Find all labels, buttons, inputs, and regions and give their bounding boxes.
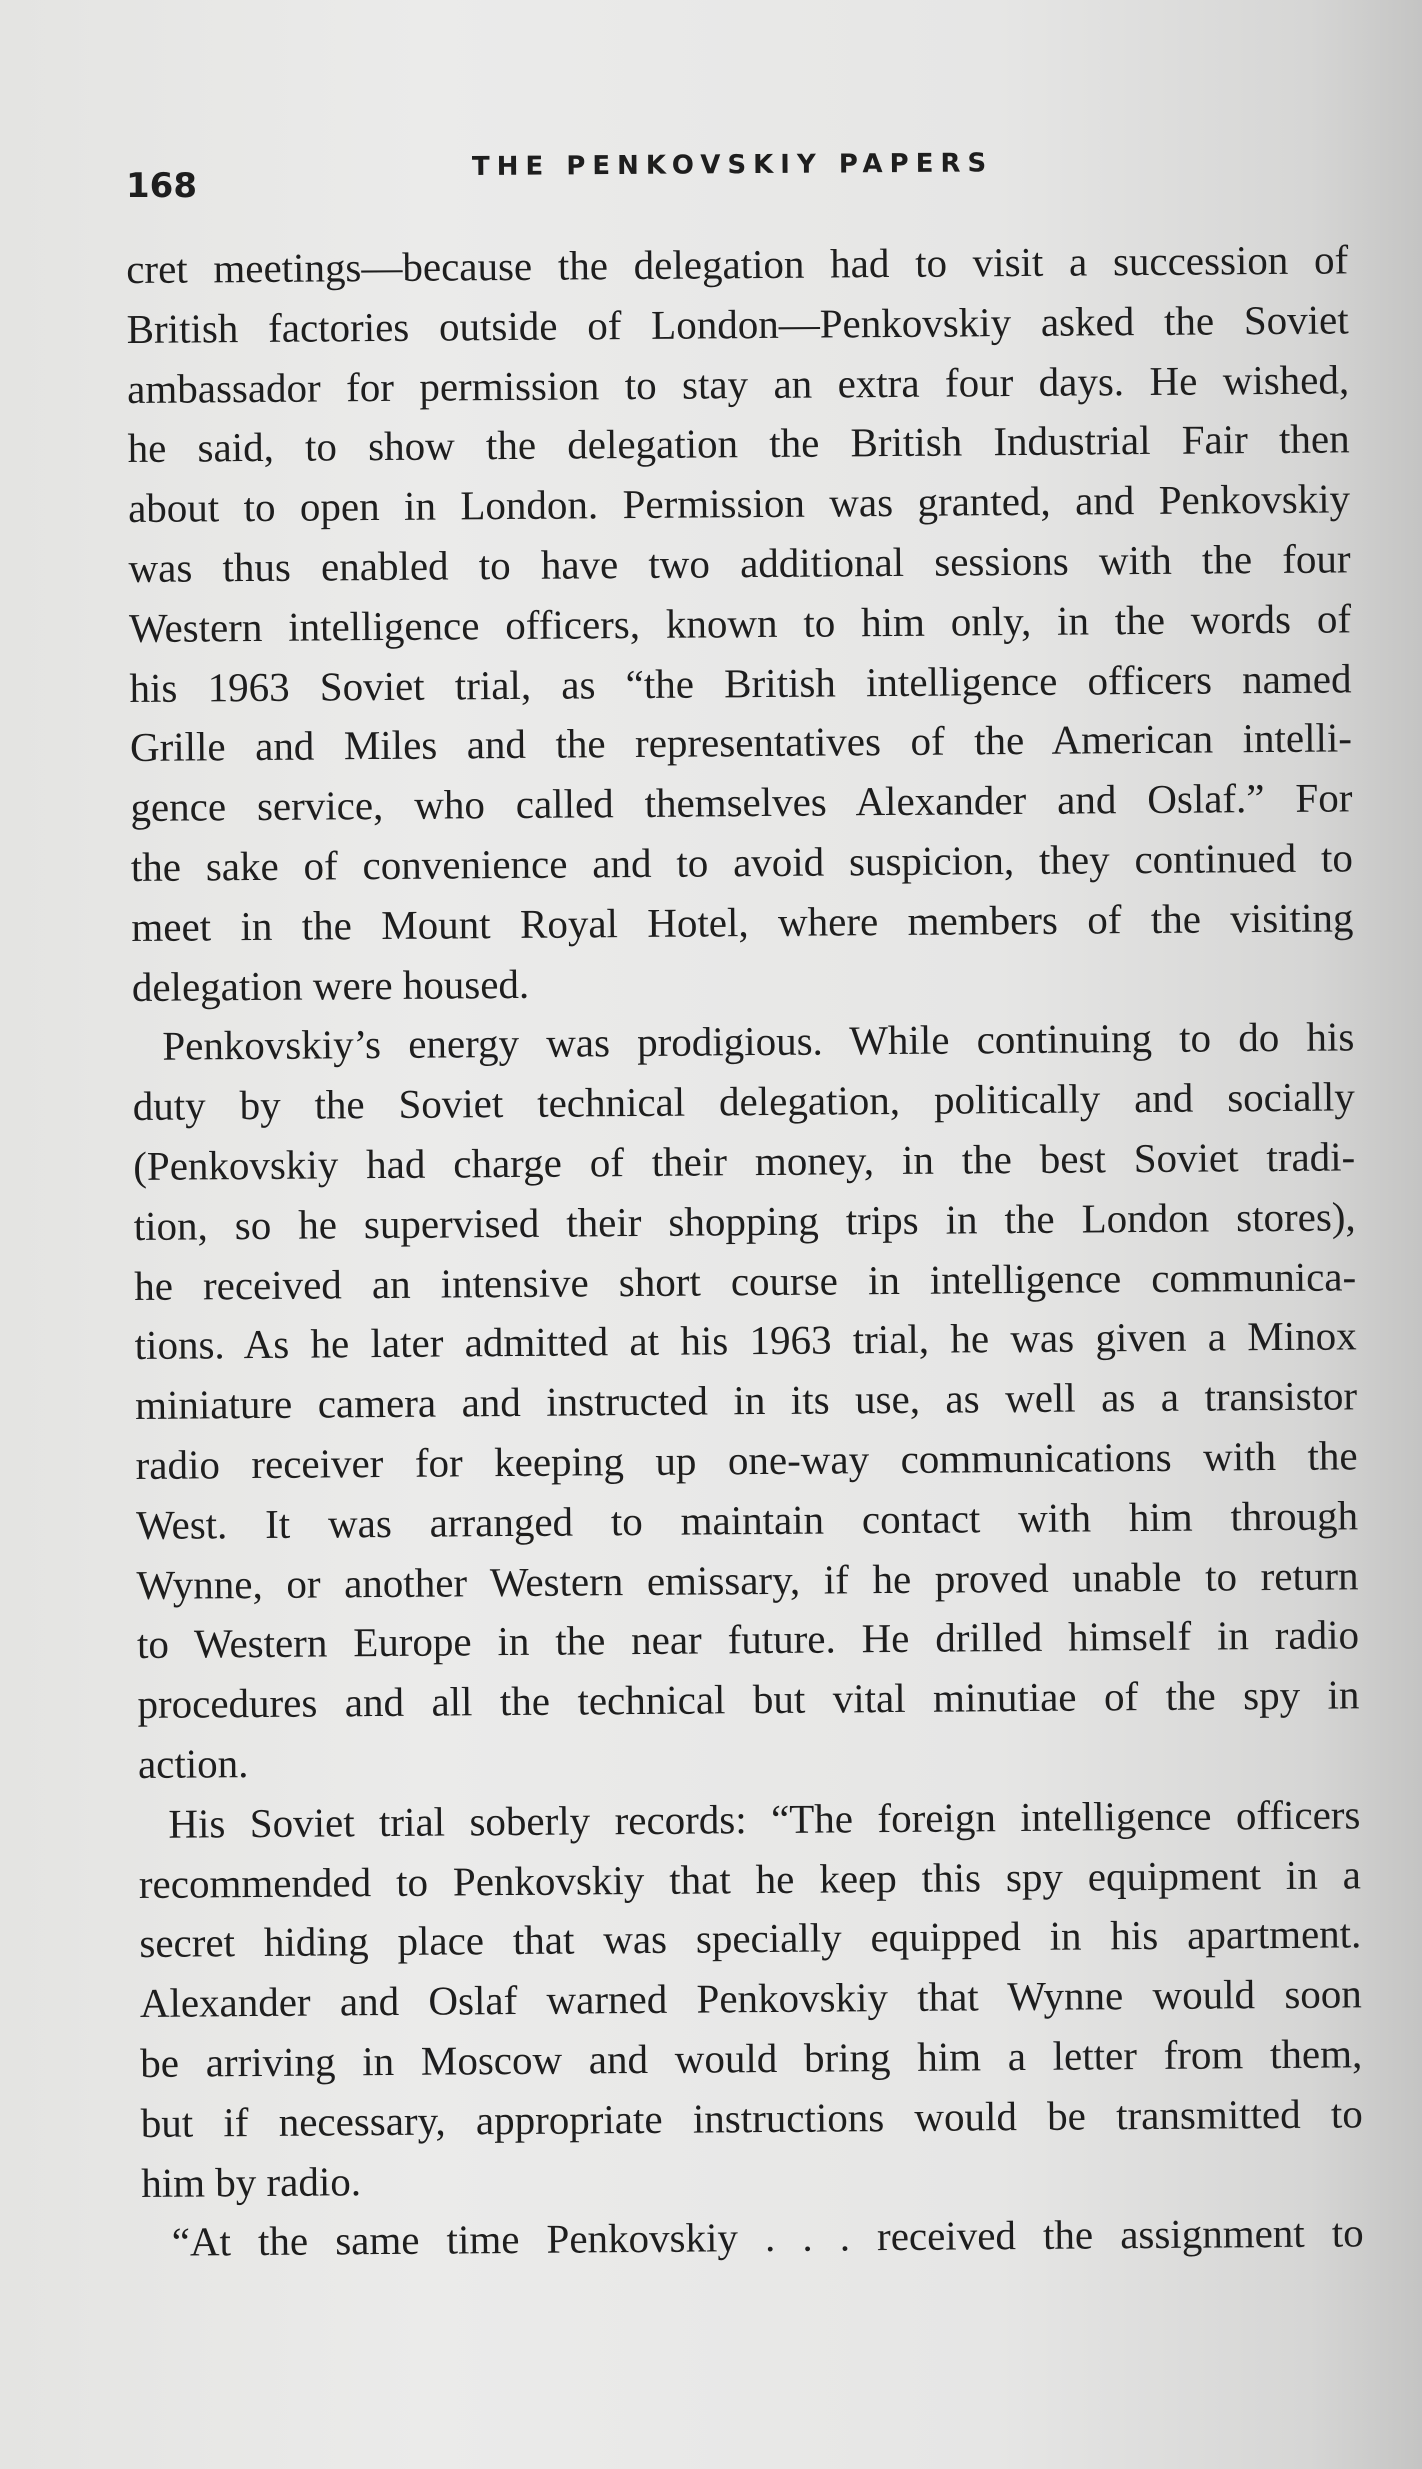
page-number: 168 [126, 166, 197, 206]
text-line: procedures and all the technical but vital minutiae of the spy in [137, 1671, 1360, 1728]
text-line: Western intelligence officers, known to him only, in the words of [128, 595, 1352, 651]
body-text [126, 230, 1364, 2273]
text-line: radio receiver for keeping up one-way communications with the [135, 1432, 1358, 1488]
text-line: him by radio. [141, 2157, 362, 2206]
text-line: the sake of convenience and to avoid suspicion, they continued to [130, 834, 1354, 890]
text-line: meet in the Mount Royal Hotel, where members of the visiting [131, 894, 1354, 950]
text-line: to Western Europe in the near future. He drilled himself in radio [136, 1611, 1360, 1668]
text-line: was thus enabled to have two additional sessions with the four [128, 535, 1351, 591]
text-line: Alexander and Oslaf warned Penkovskiy that Wynne would soon [139, 1970, 1362, 2027]
text-line: West. It was arranged to maintain contact with him through [135, 1492, 1359, 1548]
text-line: tions. As he later admitted at his 1963 trial, he was given a Minox [134, 1312, 1357, 1369]
text-line: recommended to Penkovskiy that he keep this spy equipment in a [138, 1850, 1362, 1907]
text-line: but if necessary, appropriate instructions would be transmitted to [140, 2090, 1363, 2146]
text-line: secret hiding place that was specially equipped in his apartment. [139, 1910, 1362, 1967]
text-line: be arriving in Moscow and would bring him a letter from them, [140, 2030, 1363, 2086]
text-line: his 1963 Soviet trial, as “the British intelligence officers named [129, 654, 1352, 711]
text-line: His Soviet trial soberly records: “The foreign intelligence officers [168, 1791, 1361, 1847]
text-line: tion, so he supervised their shopping trips in the London stores), [133, 1193, 1356, 1249]
text-line: he said, to show the delegation the British Industrial Fair then [127, 415, 1350, 472]
text-line: British factories outside of London—Penkovskiy asked the Soviet [126, 296, 1349, 352]
text-line: “At the same time Penkovskiy . . . received the assignment to [171, 2209, 1364, 2265]
text-line: gence service, who called themselves Alexander and Oslaf.” For [130, 774, 1353, 831]
text-line: delegation were housed. [131, 960, 530, 1010]
text-line: duty by the Soviet technical delegation, politically and socially [132, 1073, 1355, 1130]
text-line: ambassador for permission to stay an extra four days. He wished, [126, 355, 1350, 412]
text-line: Grille and Miles and the representatives of the American intelli- [129, 714, 1353, 771]
text-line: cret meetings—because the delegation had to visit a succession of [126, 236, 1349, 292]
text-line: (Penkovskiy had charge of their money, in the best Soviet tradi- [133, 1133, 1356, 1189]
text-line: action. [137, 1740, 249, 1787]
running-title: THE PENKOVSKIY PAPERS [471, 148, 994, 182]
text-line: he received an intensive short course in intelligence communica- [134, 1252, 1357, 1309]
text-line: about to open in London. Permission was granted, and Penkovskiy [127, 475, 1351, 532]
text-line: miniature camera and instructed in its use, as well as a transistor [134, 1372, 1358, 1429]
text-line: Penkovskiy’s energy was prodigious. While continuing to do his [162, 1013, 1355, 1070]
text-line: Wynne, or another Western emissary, if he proved unable to return [136, 1551, 1359, 1608]
